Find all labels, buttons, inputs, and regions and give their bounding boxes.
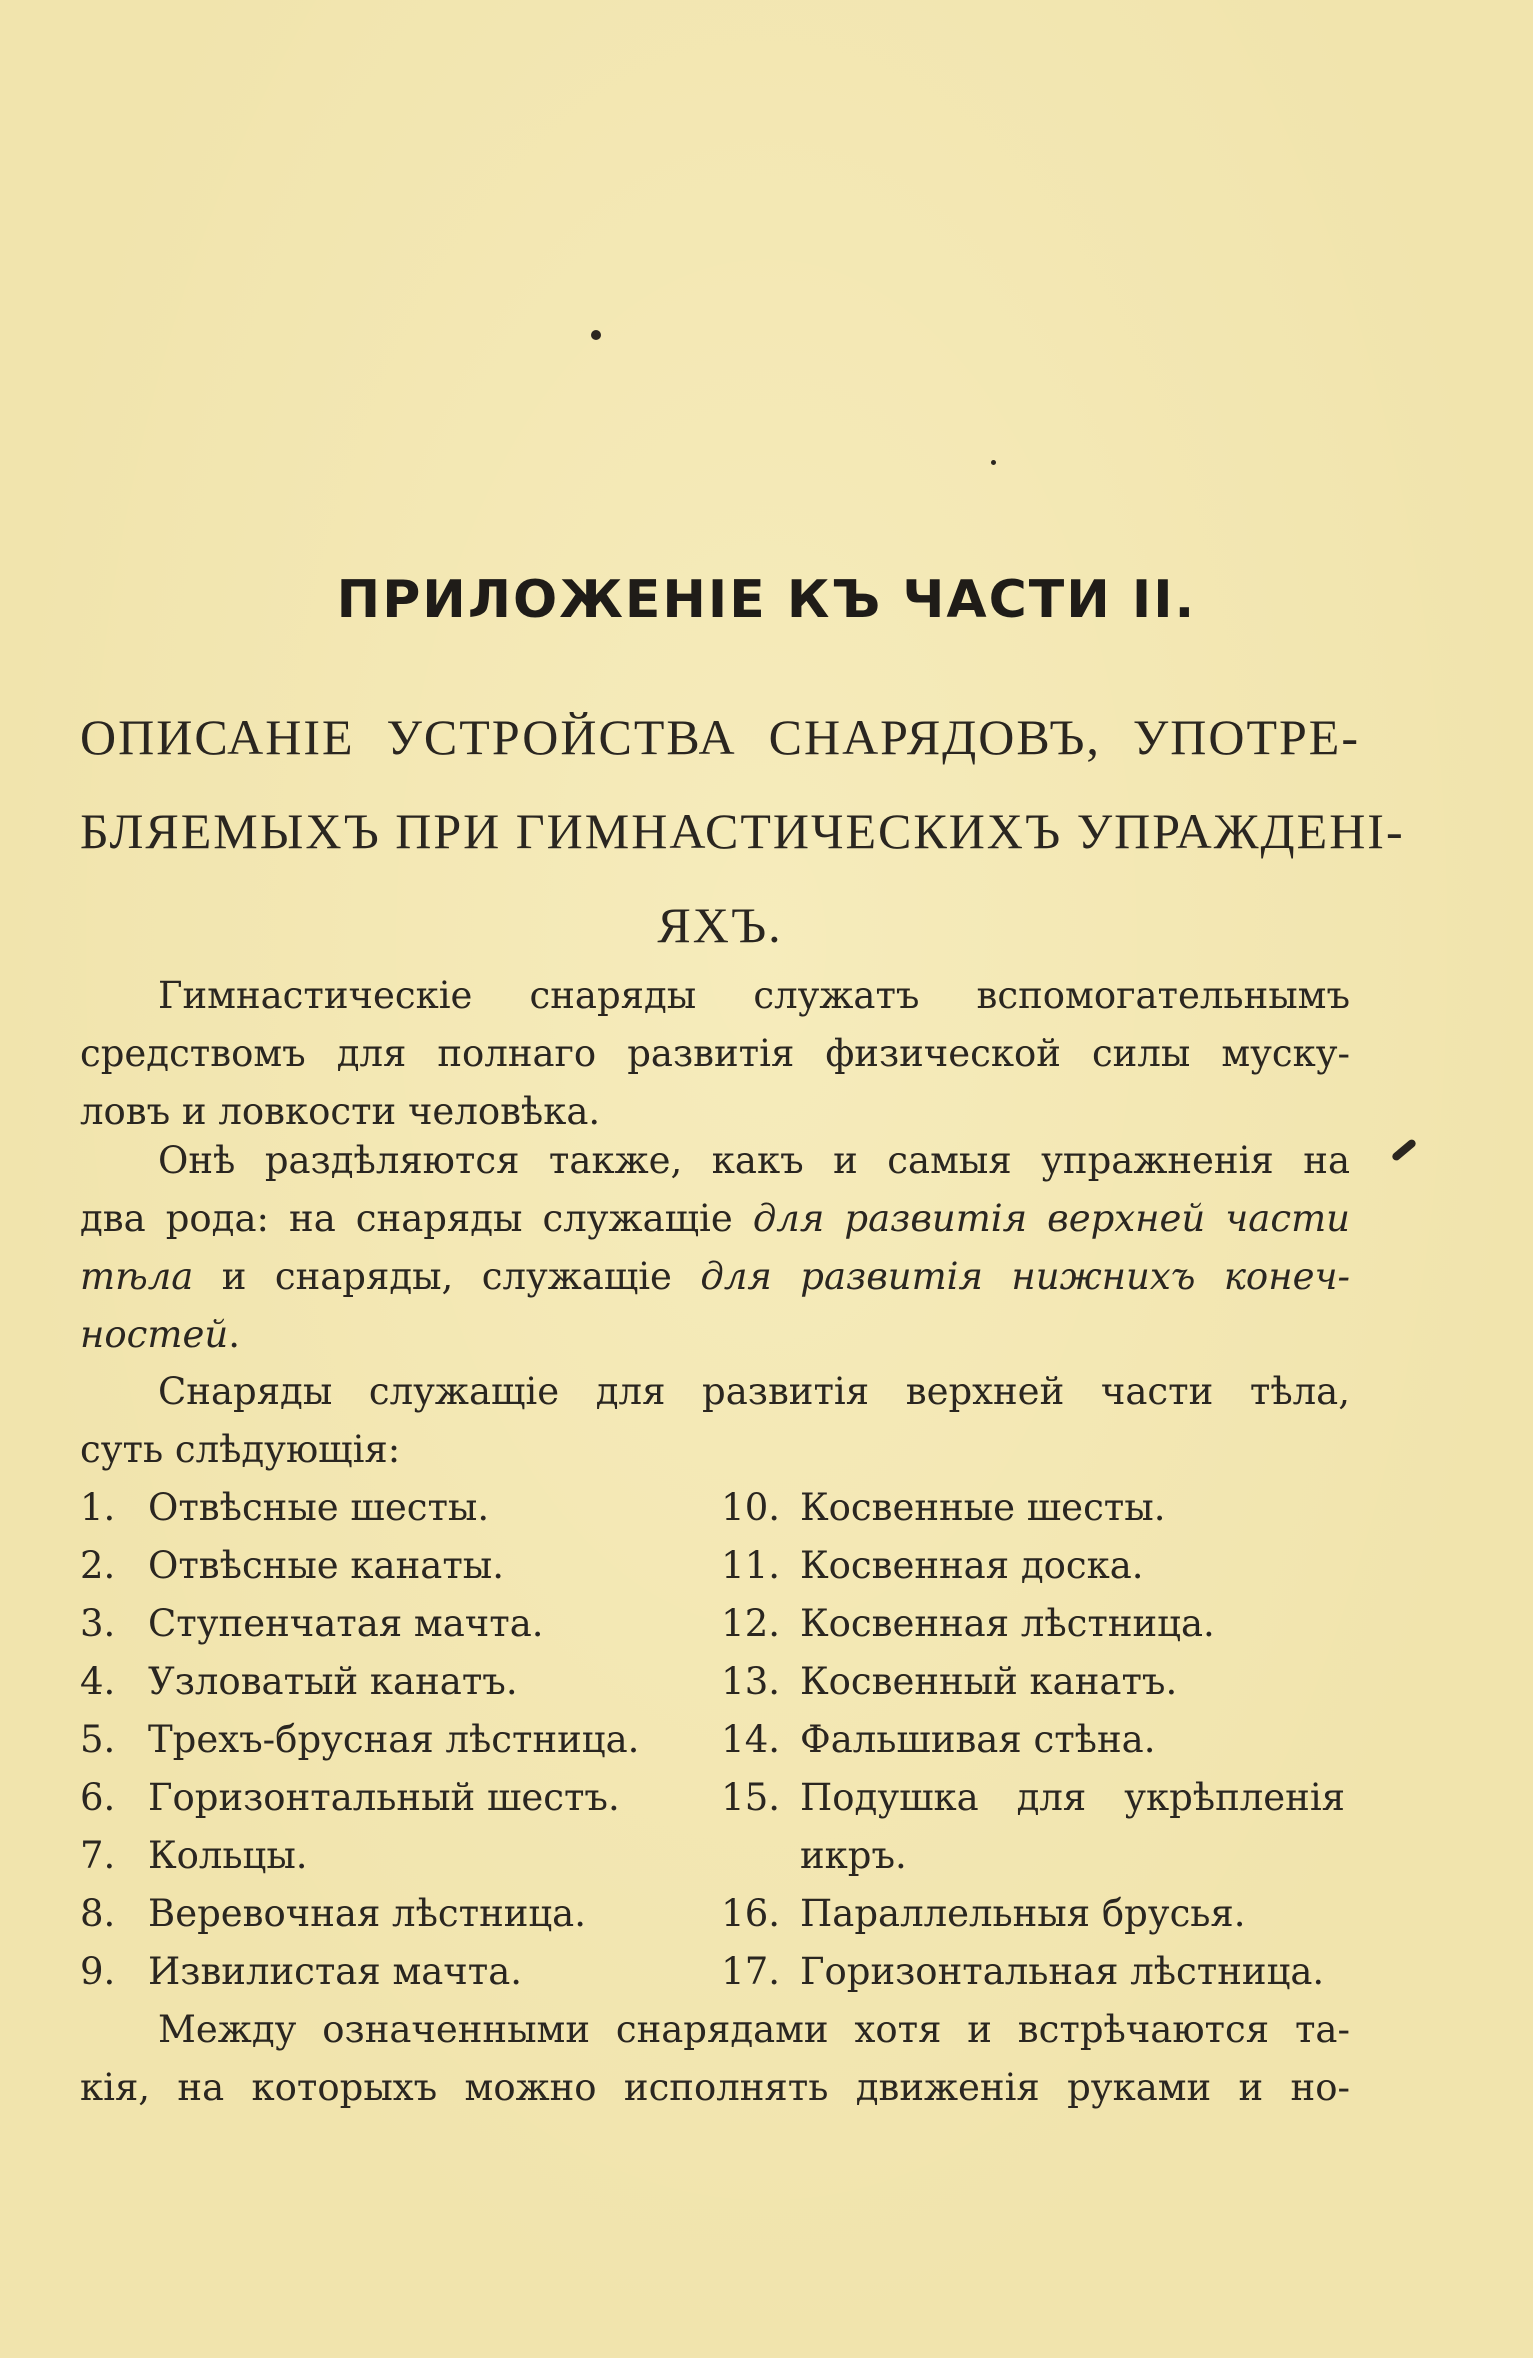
list-item: Косвенная доска. [800,1544,1144,1587]
paragraph-4 [80,2001,1350,2117]
list-number: 12. [721,1602,780,1645]
text-run: . [228,1313,240,1356]
paragraph-line [80,1306,1350,1364]
ink-dot [991,460,996,465]
paragraph-line: Между означенными снарядами хотя и встрѣчаются та- [158,2008,1350,2051]
paragraph-line: Гимнастическіе снаряды служатъ вспомогательнымъ [158,974,1350,1017]
paragraph-line [80,1248,1350,1306]
list-number: 11. [721,1544,780,1587]
text-run: два рода: на снаряды служащіе [80,1197,753,1240]
list-item: икръ. [800,1834,907,1877]
heading-line-1: ОПИСАНІЕ УСТРОЙСТВА СНАРЯДОВЪ, УПОТРЕ- [80,709,1360,765]
heading-line-3: ЯХЪ. [657,897,783,953]
paragraph-1 [80,967,1350,1141]
paragraph-line: Снаряды служащіе для развитія верхней части тѣла, [158,1370,1350,1413]
list-row [80,1479,1370,1537]
list-number: 3. [80,1602,116,1645]
list-row [80,1769,1370,1827]
italic-run: для развитія нижнихъ конеч- [700,1255,1350,1298]
list-number: 2. [80,1544,116,1587]
paragraph-2 [80,1132,1350,1364]
appendix-title: ПРИЛОЖЕНІЕ КЪ ЧАСТИ II. [336,570,1197,630]
list-number: 5. [80,1718,116,1761]
list-number: 14. [721,1718,780,1761]
list-item: Подушка для укрѣпленія [800,1776,1345,1819]
paragraph-line: ловъ и ловкости человѣка. [80,1090,601,1133]
list-item: Отвѣсные канаты. [148,1544,505,1587]
paragraph-line: кія, на которыхъ можно исполнять движенія руками и но- [80,2066,1350,2109]
list-item: Горизонтальный шестъ. [148,1776,620,1819]
italic-run: ностей [80,1313,229,1356]
list-item: Извилистая мачта. [148,1950,523,1993]
ink-mark [1391,1138,1418,1162]
list-item: Параллельныя брусья. [800,1892,1246,1935]
list-number: 7. [80,1834,116,1877]
list-item: Косвенные шесты. [800,1486,1166,1529]
list-item: Узловатый канатъ. [148,1660,518,1703]
list-number: 9. [80,1950,116,1993]
heading-line-2: БЛЯЕМЫХЪ ПРИ ГИМНАСТИЧЕСКИХЪ УПРАЖДЕНІ- [80,803,1405,859]
list-item: Веревочная лѣстница. [148,1892,587,1935]
ink-spot [591,330,601,340]
text-run: и снаряды, служащіе [193,1255,701,1298]
italic-run: тѣла [80,1255,194,1298]
list-number: 17. [721,1950,780,1993]
apparatus-list [80,1479,1370,2001]
list-row [80,1827,1370,1885]
list-item: Трехъ-брусная лѣстница. [148,1718,640,1761]
paragraph-line: Онѣ раздѣляются также, какъ и самыя упражненія на [158,1139,1350,1182]
paragraph-line: средствомъ для полнаго развитія физической силы муску- [80,1032,1350,1075]
list-item: Косвенная лѣстница. [800,1602,1215,1645]
list-number: 16. [721,1892,780,1935]
list-row [80,1711,1370,1769]
paragraph-line [80,1190,1350,1248]
list-number: 1. [80,1486,116,1529]
list-item: Ступенчатая мачта. [148,1602,544,1645]
list-number: 4. [80,1660,116,1703]
list-item: Фальшивая стѣна. [800,1718,1156,1761]
list-item: Горизонтальная лѣстница. [800,1950,1325,1993]
list-item: Косвенный канатъ. [800,1660,1178,1703]
list-number: 8. [80,1892,116,1935]
list-row [80,1943,1370,2001]
list-row [80,1595,1370,1653]
paragraph-3 [80,1363,1350,1479]
list-row [80,1885,1370,1943]
list-number: 10. [721,1486,780,1529]
list-row [80,1653,1370,1711]
list-item: Кольцы. [148,1834,308,1877]
list-item: Отвѣсные шесты. [148,1486,490,1529]
list-row [80,1537,1370,1595]
section-heading [80,690,1405,972]
list-number: 13. [721,1660,780,1703]
italic-run: для развитія верхней части [752,1197,1350,1240]
paragraph-line: суть слѣдующія: [80,1428,401,1471]
list-number: 6. [80,1776,116,1819]
list-number: 15. [721,1776,780,1819]
